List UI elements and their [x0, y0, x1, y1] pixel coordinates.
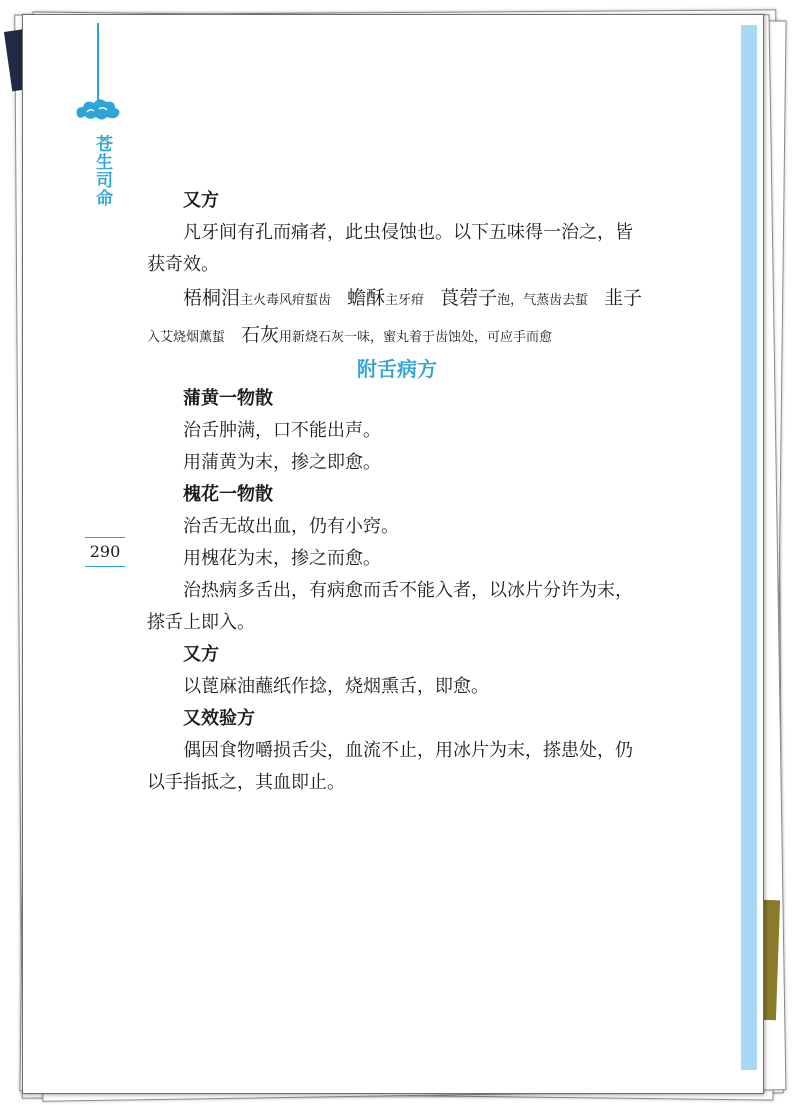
herb-list — [147, 281, 647, 355]
recipe-text: 偶因食物嚼损舌尖，血流不止，用冰片为末，搽患处，仍以手指抵之，其血即止。 — [147, 740, 633, 793]
herb-name: 梧桐泪 — [183, 287, 241, 309]
section-title: 附舌病方 — [357, 357, 437, 381]
page-number-block — [85, 535, 125, 569]
page-side-bar — [741, 25, 757, 1070]
page-number-rule — [85, 537, 125, 538]
herb-name: 莨菪子 — [440, 287, 498, 309]
herb-name: 石灰 — [241, 324, 280, 346]
recipe-text: 用槐花为末，掺之而愈。 — [183, 548, 381, 569]
herb-note: 用新烧石灰一味，蜜丸着于齿蚀处，可应手而愈 — [279, 330, 553, 345]
recipe-heading: 又方 — [183, 190, 219, 211]
herb-note: 入艾烧烟薰蜇 — [147, 330, 226, 345]
recipe-heading: 又效验方 — [183, 708, 255, 729]
herb-note: 泡，气蒸齿去蜇 — [497, 293, 589, 308]
side-title: 苍生司命 — [92, 135, 112, 207]
herb-note: 主牙疳 — [385, 293, 425, 308]
recipe-text: 凡牙间有孔而痛者，此虫侵蚀也。以下五味得一治之，皆获奇效。 — [147, 222, 633, 275]
recipe-heading: 槐花一物散 — [183, 484, 273, 505]
recipe-text: 治热病多舌出，有病愈而舌不能入者，以冰片分许为末，搽舌上即入。 — [147, 580, 633, 633]
herb-name: 蟾酥 — [347, 287, 386, 309]
herb-name: 韭子 — [604, 287, 643, 309]
recipe-text: 用蒲黄为末，掺之即愈。 — [183, 452, 381, 473]
cloud-ornament-icon — [73, 95, 123, 127]
page-number-rule — [85, 566, 125, 567]
page-number: 290 — [89, 542, 121, 561]
book-page — [22, 14, 764, 1094]
herb-note: 主火毒风疳蜇齿 — [240, 293, 332, 308]
recipe-text: 治舌肿满，口不能出声。 — [183, 420, 381, 441]
recipe-text: 治舌无故出血，仍有小窍。 — [183, 516, 399, 537]
recipe-heading: 蒲黄一物散 — [183, 388, 273, 409]
recipe-text: 以蓖麻油蘸纸作捻，烧烟熏舌，即愈。 — [183, 676, 489, 697]
recipe-heading: 又方 — [183, 644, 219, 665]
page-content — [147, 185, 647, 799]
